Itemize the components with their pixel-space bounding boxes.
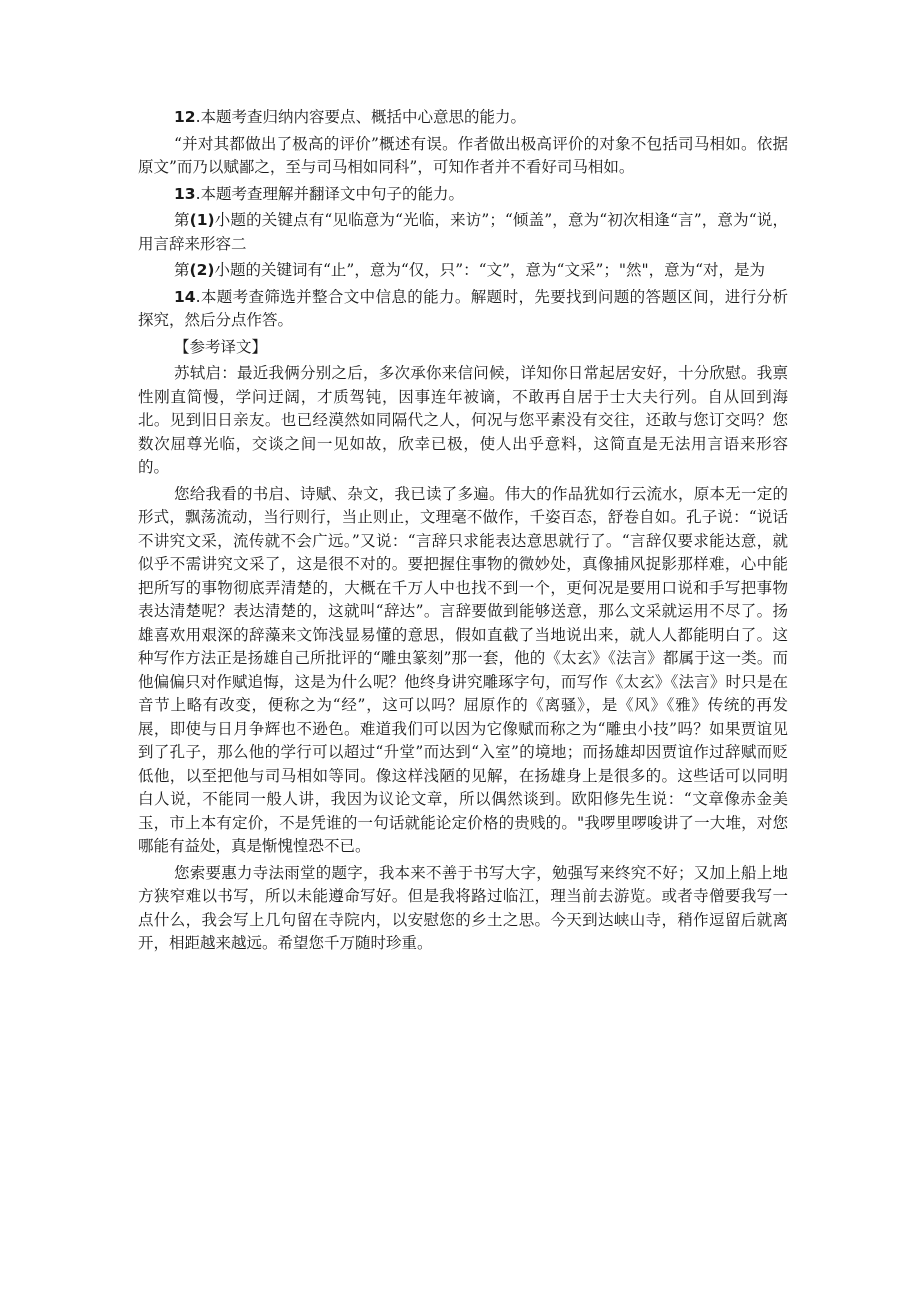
q12-text: .本题考查归纳内容要点、概括中心意思的能力。 [195, 108, 527, 126]
document-page [138, 106, 788, 959]
q13-part1-marker: (1) [189, 211, 215, 229]
q13-part1 [138, 209, 788, 256]
q13-part2-text: 小题的关键词有“止”，意为“仅，只”：“文”，意为“文采”；"然"，意为“对，是为 [214, 261, 766, 279]
q13-number: 13 [174, 184, 196, 203]
translation-heading: 【参考译文】 [174, 337, 268, 356]
translation-paragraph-1: 苏轼启：最近我俩分别之后，多次承你来信问候，详知你日常起居安好，十分欣慰。我禀性刚直简慢，学问迂阔，才质驾钝，因事连年被谪，不敢再自居于士大夫行列。自从回到海北。见到旧日亲友。也已经漠然如同隔代之人，何况与您平素没有交往，还敢与您订交吗？您数次屈尊光临，交谈之间一见如故，欣幸已极，使人出乎意料，这简直是无法用言语来形容的。 [138, 364, 788, 476]
q13-part2 [138, 259, 788, 283]
q14-number: 14 [174, 287, 196, 306]
q14-text: .本题考查筛选并整合文中信息的能力。解题时，先要找到问题的答题区间，进行分析探究，然后分点作答。 [138, 287, 788, 329]
q13-part1-text: 小题的关键点有“见临意为“光临，来访”；“倾盖”，意为“初次相逢“言”，意为“说，用言辞来形容二 [138, 211, 788, 253]
q13-text: .本题考查理解并翻译文中句子的能力。 [195, 184, 465, 203]
q12-heading [138, 106, 788, 130]
q13-part2-marker: (2) [189, 261, 215, 279]
translation-paragraph-2: 您给我看的书启、诗赋、杂文，我已读了多遍。伟大的作品犹如行云流水，原本无一定的形式，飘荡流动，当行则行，当止则止，文理毫不做作，千姿百态，舒卷自如。孔子说：“说话不讲究文采，流传就不会广远。”又说：“言辞只求能表达意思就行了。“言辞仅要求能达意，就似乎不需讲究文采了，这是很不对的。要把握住事物的微妙处，真像捕风捉影那样难，心中能把所写的事物彻底弄清楚的，大概在千万人中也找不到一个，更何况是要用口说和手写把事物表达清楚呢？表达清楚的，这就叫“辞达”。言辞要做到能够送意，那么文采就运用不尽了。扬雄喜欢用艰深的辞藻来文饰浅显易懂的意思，假如直截了当地说出来，就人人都能明白了。这种写作方法正是扬雄自己所批评的“雕虫篆刻”那一套，他的《太玄》《法言》都属于这一类。而他偏偏只对作赋追悔，这是为什么呢？他终身讲究雕琢字句，而写作《太玄》《法言》时只是在音节上略有改变，便称之为“经”，这可以吗？屈原作的《离骚》，是《风》《雅》传统的再发展，即使与日月争辉也不逊色。难道我们可以因为它像赋而称之为“雕虫小技”吗？如果贾谊见到了孔子，那么他的学行可以超过“升堂”而达到“入室”的境地；而扬雄却因贾谊作过辞赋而贬低他，以至把他与司马相如等同。像这样浅陋的见解，在扬雄身上是很多的。这些话可以同明白人说，不能同一般人讲，我因为议论文章，所以偶然谈到。欧阳修先生说：“文章像赤金美玉，市上本有定价，不是凭谁的一句话就能论定价格的贵贱的。"我啰里啰唆讲了一大堆，对您哪能有益处，真是惭愧惶恐不已。 [138, 484, 788, 855]
q13-part2-prefix: 第 [174, 261, 190, 279]
q12-detail: “并对其都做出了极高的评价”概述有误。作者做出极高评价的对象不包括司马相如。依据原文”而乃以赋鄙之，至与司马相如同科”，可知作者并不看好司马相如。 [138, 134, 788, 176]
q14-heading [138, 286, 788, 333]
q13-heading [138, 183, 788, 207]
q13-part1-prefix: 第 [174, 211, 190, 229]
translation-paragraph-3: 您索要惠力寺法雨堂的题字，我本来不善于书写大字，勉强写来终究不好；又加上船上地方狭窄难以书写，所以未能遵命写好。但是我将路过临江，理当前去游览。或者寺僧要我写一点什么，我会写上几句留在寺院内，以安慰您的乡土之思。今天到达峡山寺，稍作逗留后就离开，相距越来越远。希望您千万随时珍重。 [138, 863, 788, 952]
q12-number: 12 [174, 108, 196, 126]
